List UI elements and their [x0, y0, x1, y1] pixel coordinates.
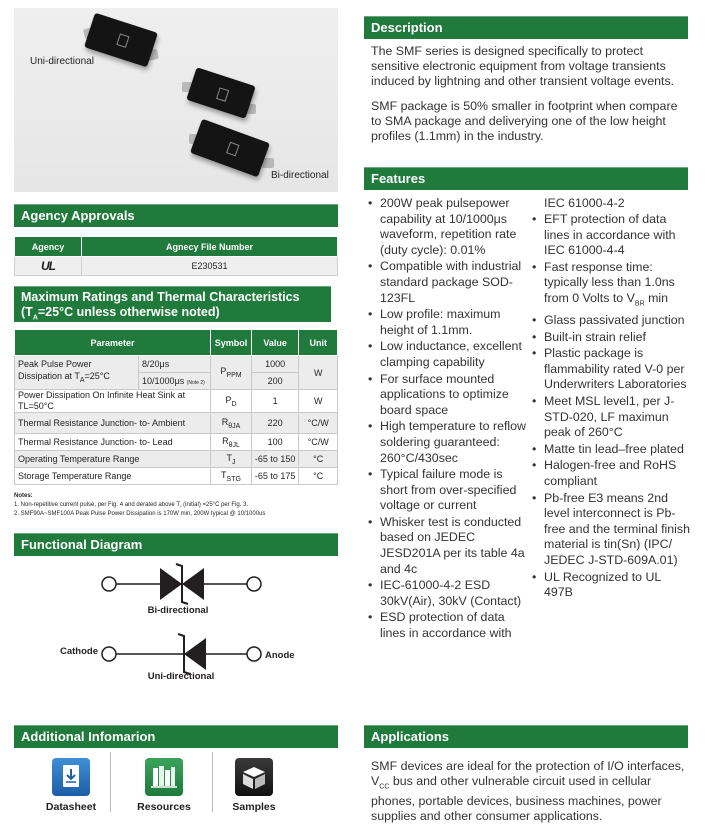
ppp-cond2: 10/1000μs (Note 2)	[139, 373, 211, 390]
description-p1: The SMF series is designed specifically to protect sensitive electronic equipment from voltage transients induced by lightning and other transient voltage events.	[371, 44, 675, 88]
agency-approvals-header: Agency Approvals	[14, 204, 338, 227]
list-item: • Compatible with industrial standard package SOD-123FL	[368, 259, 526, 306]
ul-logo-icon: UL	[15, 257, 82, 276]
file-number: E230531	[82, 257, 338, 276]
list-item: • ESD protection of data lines in accordance with	[368, 610, 526, 641]
file-number-col-header: Agnecy File Number	[82, 237, 338, 257]
list-item: • Plastic package is flammability rated V-0 per Underwriters Laboratories	[532, 346, 690, 393]
smf-chip-bi	[190, 119, 270, 177]
list-item: • Built-in strain relief	[532, 330, 690, 346]
ppp-symbol: $P_{PPM}$	[211, 356, 252, 390]
list-item: • Matte tin lead–free plated	[532, 442, 690, 458]
parameter-col-header: Parameter	[15, 330, 211, 356]
list-item: • Meet MSL level1, per J-STD-020, LF maximun peak of 260°C	[532, 394, 690, 441]
anode-label: Anode	[265, 650, 295, 661]
list-item: • Fast response time: typically less than 1.0ns from 0 Volts to $V_{BR}$ min	[532, 260, 690, 312]
symbol-cell: $T_J$	[211, 451, 252, 468]
value-cell: 100	[251, 434, 299, 451]
unit-cell: °C/W	[299, 434, 338, 451]
resources-icon[interactable]	[145, 758, 183, 796]
functional-diagram-header: Functional Diagram	[14, 533, 338, 556]
table-row: Operating Temperature Range	[15, 451, 211, 468]
datasheet-link[interactable]: Datasheet	[45, 801, 97, 813]
uni-directional-diagram-label: Uni-directional	[147, 671, 215, 682]
value-col-header: Value	[251, 330, 299, 356]
agency-col-header: Agency	[15, 237, 82, 257]
samples-link[interactable]: Samples	[232, 801, 276, 813]
description-p2: SMF package is 50% smaller in footprint when compare to SMA package and deliverying one of the low height profiles (1.1mm) in the industry.	[371, 99, 678, 143]
unit-cell: W	[299, 390, 338, 413]
list-item: • Low inductance, excellent clamping capability	[368, 339, 526, 370]
ppp-cond1: 8/20μs	[139, 356, 211, 373]
value-cell: -65 to 175	[251, 468, 299, 485]
unit-col-header: Unit	[299, 330, 338, 356]
unit-cell: °C/W	[299, 413, 338, 434]
features-right-continuation: IEC 61000-4-2	[544, 196, 625, 210]
unit-cell: °C	[299, 468, 338, 485]
functional-diagram	[14, 558, 338, 686]
value-cell: -65 to 150	[251, 451, 299, 468]
agency-table	[14, 236, 338, 276]
features-header: Features	[364, 167, 688, 190]
value-cell: 1	[251, 390, 299, 413]
list-item: • High temperature to reflow soldering guaranteed: 260°C/430sec	[368, 419, 526, 466]
list-item: • 200W peak pulsepower capability at 10/1000μs waveform, repetition rate (duty cycle): 0.01%	[368, 196, 526, 258]
ppp-value1: 1000	[251, 356, 299, 373]
resources-link[interactable]: Resources	[137, 801, 191, 813]
list-item: • Typical failure mode is short from over-specified voltage or current	[368, 467, 526, 514]
symbol-col-header: Symbol	[211, 330, 252, 356]
ratings-notes: Notes: 1. Non-repetitive current pulse, per Fig. 4 and derated above T⁁ (initial) =25°C per Fig. 3. 2. SMF90A~SMF100A Peak Pulse Power Dissipation is 170W min, 200W typical @ 10/1000us	[14, 493, 266, 517]
table-row: Power Dissipation On Infinite Heat Sink at TL=50°C	[15, 390, 211, 413]
smf-chip-middle	[186, 67, 255, 118]
uni-directional-label: Uni-directional	[30, 56, 94, 67]
list-item: • Pb-free E3 means 2nd level interconnect is Pb-free and the terminal finish material is tin(Sn) (IPC/ JEDEC J-STD-609A.01)	[532, 491, 690, 569]
ppp-unit: W	[299, 356, 338, 390]
bi-directional-diagram-label: Bi-directional	[147, 605, 209, 616]
max-ratings-table	[14, 329, 338, 485]
samples-icon[interactable]	[235, 758, 273, 796]
max-ratings-header: Maximum Ratings and Thermal Characteristics ($T_A=25^\circ C$ unless otherwise noted)	[14, 286, 331, 322]
features-list-right	[532, 212, 690, 602]
list-item: • IEC-61000-4-2 ESD 30kV(Air), 30kV (Contact)	[368, 578, 526, 609]
table-row: Thermal Resistance Junction- to- Lead	[15, 434, 211, 451]
list-item: • For surface mounted applications to optimize board space	[368, 372, 526, 419]
ppp-value2: 200	[251, 373, 299, 390]
symbol-cell: $P_D$	[211, 390, 252, 413]
list-item: • EFT protection of data lines in accordance with IEC 61000-4-4	[532, 212, 690, 259]
list-item: • Halogen-free and RoHS compliant	[532, 458, 690, 489]
applications-text: SMF devices are ideal for the protection of I/O interfaces, $V_{CC}$ bus and other vulnerable circuit used in cellular phones, portable devices, business machines, power supplies and other consumer applications.	[371, 759, 685, 824]
symbol-cell: $T_{STG}$	[211, 468, 252, 485]
unit-cell: °C	[299, 451, 338, 468]
symbol-cell: $R_{\theta JL}$	[211, 434, 252, 451]
applications-header: Applications	[364, 725, 688, 748]
bi-directional-label: Bi-directional	[271, 170, 329, 181]
list-item: • Glass passivated junction	[532, 313, 690, 329]
ppp-param: Peak Pulse Power Dissipation at $T_A=25^\circ C$	[15, 356, 139, 390]
description-header: Description	[364, 16, 688, 39]
cathode-label: Cathode	[60, 646, 98, 657]
symbol-cell: $R_{\theta JA}$	[211, 413, 252, 434]
list-item: • Whisker test is conducted based on JEDEC JESD201A per its table 4a and 4c	[368, 515, 526, 577]
datasheet-icon[interactable]	[52, 758, 90, 796]
additional-info-header: Additional Infomarion	[14, 725, 338, 748]
features-list-left	[368, 196, 526, 643]
table-row: Storage Temperature Range	[15, 468, 211, 485]
product-photo	[14, 8, 338, 192]
list-item: • Low profile: maximum height of 1.1mm.	[368, 307, 526, 338]
table-row: Thermal Resistance Junction- to- Ambient	[15, 413, 211, 434]
value-cell: 220	[251, 413, 299, 434]
list-item: • UL Recognized to UL 497B	[532, 570, 690, 601]
smf-chip-uni	[84, 13, 158, 68]
